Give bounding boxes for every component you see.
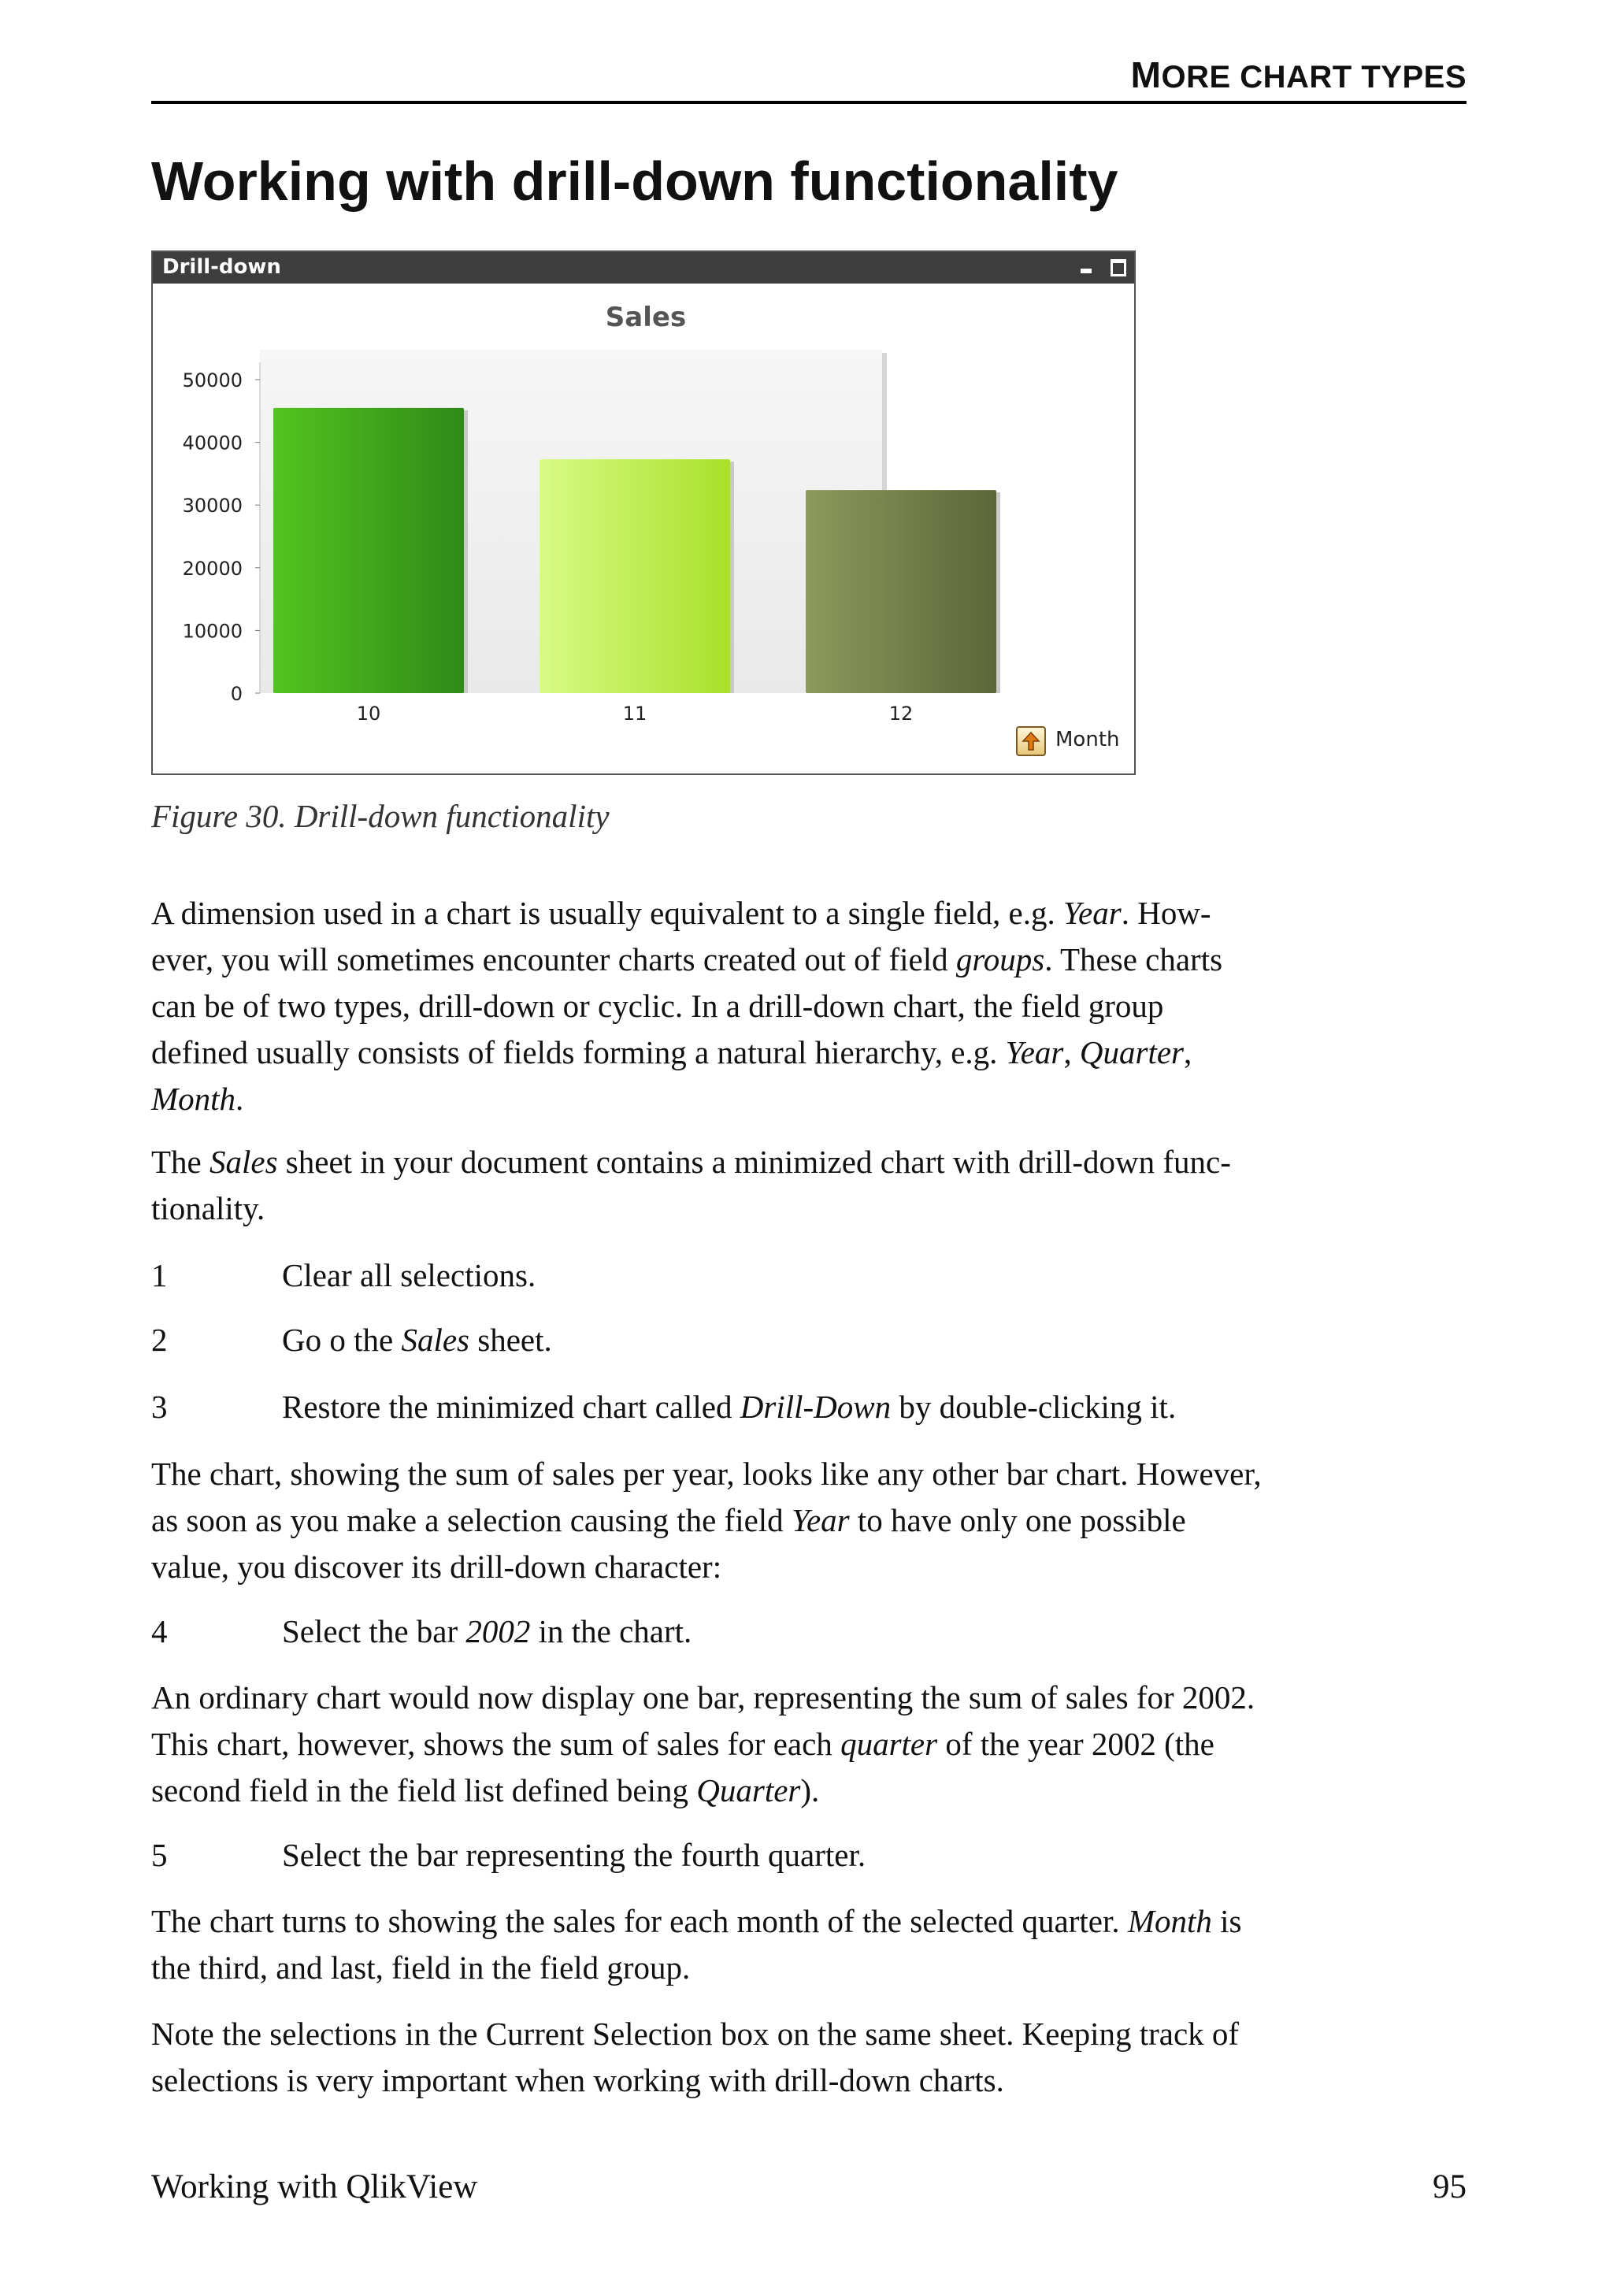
x-tick-label: 12 [888, 703, 914, 725]
window-caption-bar[interactable] [153, 252, 1134, 284]
step-4-text: Select the bar 2002 in the chart. [282, 1613, 692, 1649]
y-tick-label: 10000 [182, 620, 243, 643]
x-tick-label: 11 [622, 703, 647, 725]
paragraph-4: An ordinary chart would now display one bar, representing the sum of sales for 2002. This chart, however, shows the sum of sales for each quarter of the year 2002 (the second field in the field list defined being Quarter). [151, 1679, 1255, 1808]
step-3-text: Restore the minimized chart called Drill-Down by double-clicking it. [282, 1389, 1177, 1425]
y-tick-label: 30000 [182, 495, 243, 517]
paragraph-6: Note the selections in the Current Selection box on the same sheet. Keeping track of selections is very important when working with drill-down charts. [151, 2016, 1240, 2098]
drill-dimension-label: Month [1055, 728, 1120, 751]
drill-down-chart-window[interactable] [151, 250, 1136, 775]
page-number: 95 [1433, 2168, 1467, 2205]
drill-up-icon[interactable] [1016, 726, 1046, 756]
window-buttons [1076, 256, 1128, 278]
bar-11[interactable] [540, 459, 730, 693]
step-5-number: 5 [151, 1837, 168, 1873]
y-tick-label: 20000 [182, 557, 243, 580]
step-2-number: 2 [151, 1322, 168, 1358]
paragraph-1: A dimension used in a chart is usually equivalent to a single field, e.g. Year. How- ever, you will sometimes encounter charts created out of field groups. These charts can be of two types, drill-down or cyclic. In a drill-down chart, the field group defined usually consists of fields forming a natural hierarchy, e.g. Year, Quarter, Month. [151, 895, 1223, 1117]
paragraph-2: The Sales sheet in your document contains a minimized chart with drill-down func- tionality. [151, 1144, 1231, 1226]
y-tick-label: 40000 [182, 432, 243, 454]
footer-book-title: Working with QlikView [151, 2168, 478, 2205]
chapter-title: MORE CHART TYPES [1130, 54, 1467, 95]
figure-caption: Figure 30. Drill-down functionality [151, 798, 610, 834]
step-5-text: Select the bar representing the fourth quarter. [282, 1837, 866, 1873]
window-caption-text: Drill-down [162, 255, 281, 279]
step-4-number: 4 [151, 1613, 168, 1649]
page-header [151, 49, 1467, 104]
step-1-text: Clear all selections. [282, 1257, 536, 1293]
y-tick-label: 50000 [182, 369, 243, 391]
chart-title: Sales [605, 302, 687, 333]
step-2-text: Go o the Sales sheet. [282, 1322, 552, 1358]
y-tick-label: 0 [230, 683, 243, 705]
maximize-icon[interactable] [1107, 256, 1128, 278]
section-title: Working with drill-down functionality [151, 150, 1118, 212]
bar-12[interactable] [806, 490, 996, 693]
step-3-number: 3 [151, 1389, 168, 1425]
sales-bar-chart [153, 284, 1134, 725]
x-tick-label: 10 [356, 703, 381, 725]
bar-10[interactable] [273, 408, 464, 693]
minimize-icon[interactable] [1076, 256, 1096, 278]
step-1-number: 1 [151, 1257, 168, 1293]
paragraph-5: The chart turns to showing the sales for each month of the selected quarter. Month is the third, and last, field in the field group. [151, 1903, 1242, 1986]
paragraph-3: The chart, showing the sum of sales per year, looks like any other bar chart. However, as soon as you make a selection causing the field Year to have only one possible value, you discover its drill-down character: [151, 1456, 1262, 1585]
